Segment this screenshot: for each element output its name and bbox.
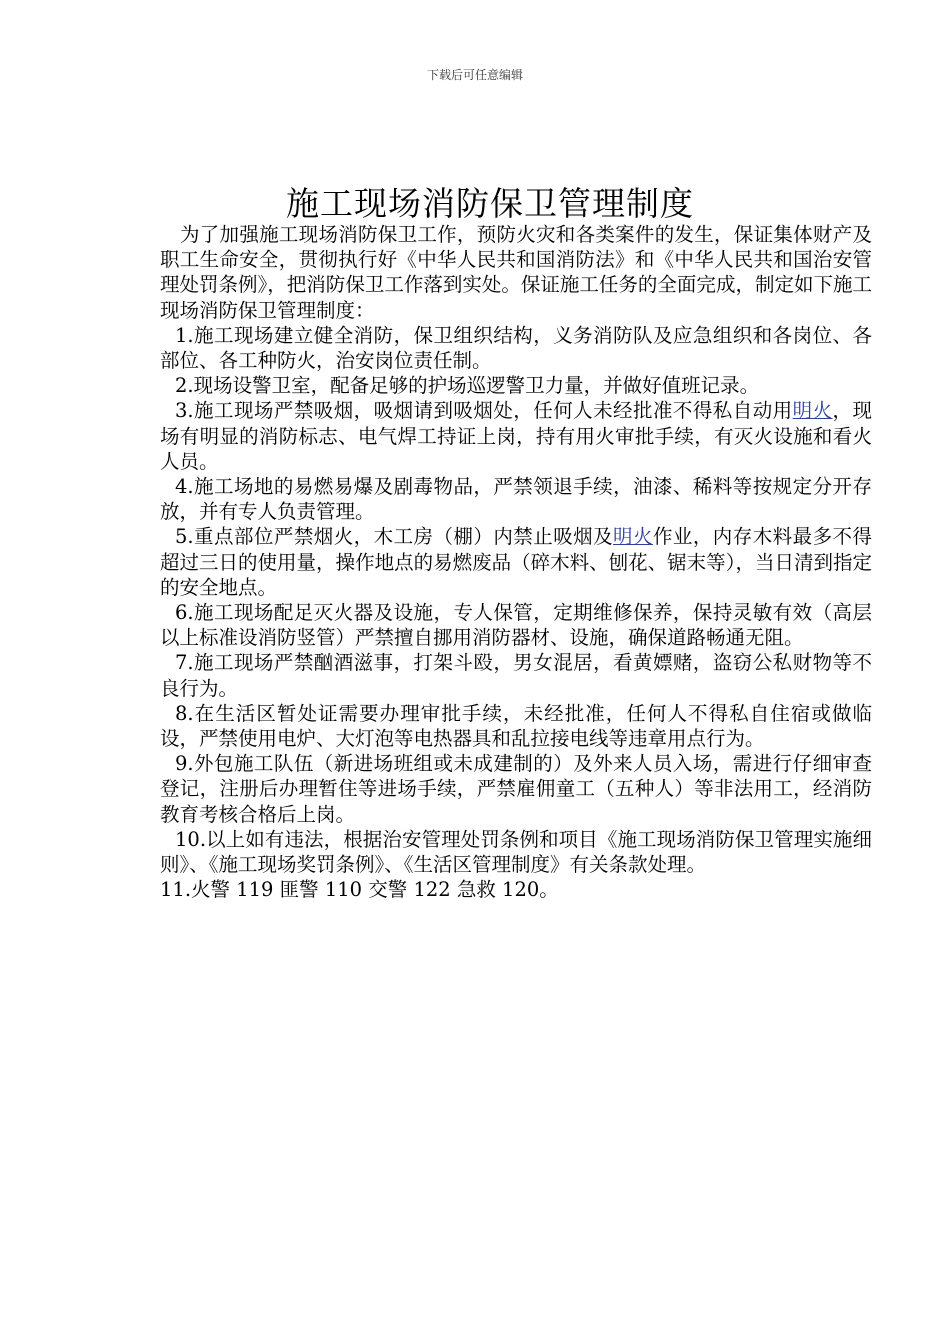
open-fire-link[interactable]: 明火 [792,399,833,423]
rule-item-5-text-b: 作业，内存木料最多不得超过三日的使用量，操作地点的易燃废品（碎木料、刨花、锯末等），当日清到指定的安全地点。 [160,525,872,599]
open-fire-link-2[interactable]: 明火 [613,525,653,549]
rule-item-2: 2.现场设警卫室，配备足够的护场巡逻警卫力量，并做好值班记录。 [175,374,760,398]
rule-item-8: 8.在生活区暂处证需要办理审批手续，未经批准，任何人不得私自住宿或做临设，严禁使用电炉、大灯泡等电热器具和乱拉接电线等违章用点行为。 [160,701,872,751]
rule-item-5-text-a: 5.重点部位严禁烟火，木工房（棚）内禁止吸烟及 [175,525,614,549]
rule-item-10: 10.以上如有违法，根据治安管理处罚条例和项目《施工现场消防保卫管理实施细则》、《施工现场奖罚条例》、《生活区管理制度》有关条款处理。 [160,827,872,877]
rule-item-9: 9.外包施工队伍（新进场班组或未成建制的）及外来人员入场，需进行仔细审查登记，注册后办理暂住等进场手续，严禁雇佣童工（五种人）等非法用工，经消防教育考核合格后上岗。 [160,752,872,826]
rule-item-1: 1.施工现场建立健全消防，保卫组织结构，义务消防队及应急组织和各岗位、各部位、各工种防火，治安岗位责任制。 [160,323,872,373]
rule-item-11: 11.火警 119 匪警 110 交警 122 急救 120。 [160,878,559,902]
intro-paragraph: 为了加强施工现场消防保卫工作，预防火灾和各类案件的发生，保证集体财产及职工生命安全，贯彻执行好《中华人民共和国消防法》和《中华人民共和国治安管理处罚条例》，把消防保卫工作落到实处。保证施工任务的全面完成，制定如下施工现场消防保卫管理制度： [160,223,872,322]
document-body [160,222,872,902]
rule-item-5 [160,524,872,600]
document-title: 施工现场消防保卫管理制度 [286,184,694,223]
rule-item-6: 6.施工现场配足灭火器及设施，专人保管，定期维修保养，保持灵敏有效（高层以上标准设消防竖管）严禁擅自挪用消防器材、设施，确保道路畅通无阻。 [160,601,872,650]
rule-item-7: 7.施工现场严禁酗酒滋事，打架斗殴，男女混居，看黄嫖赌，盗窃公私财物等不良行为。 [160,651,872,700]
rule-item-4: 4.施工场地的易燃易爆及剧毒物品，严禁领退手续，油漆、稀料等按规定分开存放，并有专人负责管理。 [160,475,872,524]
rule-item-3-text-b: ，现场有明显的消防标志、电气焊工持证上岗，持有用火审批手续，有灭火设施和看火人员。 [160,399,872,473]
rule-item-3-text-a: 3.施工现场严禁吸烟，吸烟请到吸烟处，任何人未经批准不得私自动用 [175,399,793,423]
rule-item-3 [160,398,872,474]
header-note: 下载后可任意编辑 [426,68,523,82]
